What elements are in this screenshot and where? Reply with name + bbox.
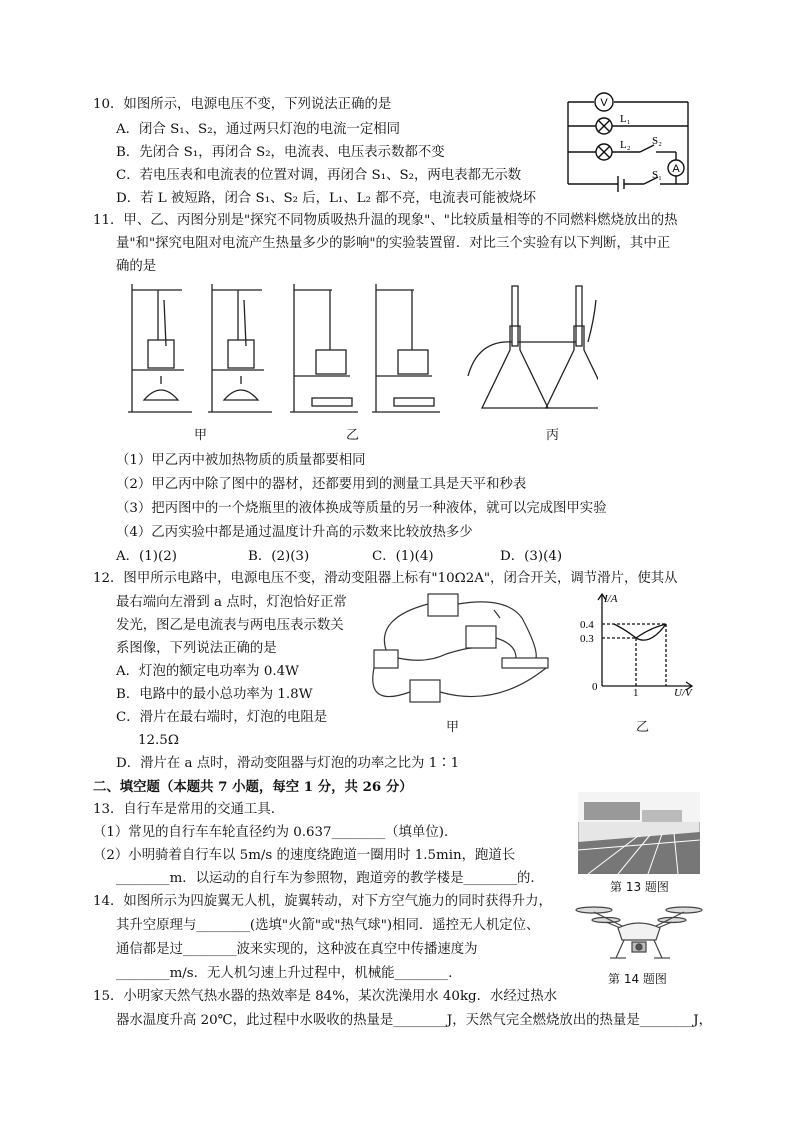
graph-origin: 0	[592, 681, 598, 693]
q11-stem-line-1: 11．甲、乙、丙图分别是"探究不同物质吸热升温的现象"、"比较质量相等的不同燃料燃烧放出的热	[93, 213, 678, 228]
graph-xlabel: U/V	[674, 687, 692, 696]
q10-option-c: C．若电压表和电流表的位置对调，再闭合 S₁、S₂，两电表都无示数	[116, 168, 522, 183]
graph-ylabel: I/A	[604, 593, 618, 605]
q14-line-1: 14．如图所示为四旋翼无人机，旋翼转动，对下方空气施力的同时获得升力，	[93, 894, 552, 909]
q13-part-2: （2）小明骑着自行车以 5m/s 的速度绕跑道一圈用时 1.5min，跑道长	[93, 848, 516, 863]
graph-ytick-04: 0.4	[580, 619, 594, 631]
q15-line-2: 器水温度升高 20℃，此过程中水吸收的热量是________J，天然气完全燃烧放出的热量是________J，	[116, 1013, 713, 1028]
graph-ytick-03: 0.3	[580, 633, 594, 645]
q12-stem-line-4: 系图像，下列说法正确的是	[116, 641, 277, 656]
q11-statement-2: （2）甲乙丙中除了图中的器材，还都要用到的测量工具是天平和秒表	[116, 477, 527, 492]
q11-option-a: A．(1)(2)	[116, 549, 177, 564]
q12-graph-yi	[580, 590, 700, 696]
q10-circuit-diagram	[560, 90, 700, 192]
q15-line-1: 15．小明家天然气热水器的热效率是 84%，某次洗澡用水 40kg．水经过热水	[93, 989, 557, 1004]
q12-circuit-figure-jia	[366, 588, 566, 718]
q11-caption-yi: 乙	[346, 428, 360, 443]
q12-stem-line-1: 12．图甲所示电路中，电源电压不变，滑动变阻器上标有"10Ω2A"，闭合开关，调节滑片，使其从	[93, 571, 678, 586]
q11-statement-1: （1）甲乙丙中被加热物质的质量都要相同	[116, 453, 366, 468]
l1-label: L₁	[620, 113, 631, 125]
q11-option-d: D．(3)(4)	[500, 549, 563, 564]
l2-label: L₂	[620, 139, 631, 151]
q14-line-4: ________m/s．无人机匀速上升过程中，机械能________.	[116, 966, 453, 981]
q12-option-a: A．灯泡的额定电功率为 0.4W	[116, 664, 299, 679]
q13-part-2-cont: ________m．以运动的自行车为参照物，跑道旁的教学楼是________的.	[116, 871, 535, 886]
q10-option-b: B．先闭合 S₁，再闭合 S₂，电流表、电压表示数都不变	[116, 145, 445, 160]
graph-xtick: 1	[633, 687, 639, 696]
q11-option-c: C．(1)(4)	[372, 549, 434, 564]
q12-option-b: B．电路中的最小总功率为 1.8W	[116, 687, 313, 702]
q12-stem-line-3: 发光，图乙是电流表与两电压表示数关	[116, 618, 344, 633]
q13-track-photo	[578, 792, 700, 874]
q12-stem-line-2: 最右端向左滑到 a 点时，灯泡恰好正常	[116, 595, 347, 610]
q12-option-c-cont: 12.5Ω	[138, 733, 179, 748]
q11-caption-bing: 丙	[546, 428, 560, 443]
q14-line-2: 其升空原理与________(选填"火箭"或"热气球")相同．遥控无人机定位、	[116, 918, 540, 933]
q13-stem: 13．自行车是常用的交通工具.	[93, 802, 275, 817]
q10-option-d: D．若 L 被短路，闭合 S₁、S₂ 后，L₁、L₂ 都不亮，电流表可能被烧坏	[116, 191, 536, 206]
q14-figure-caption: 第 14 题图	[608, 972, 667, 986]
ammeter-label: A	[672, 163, 680, 175]
q12-caption-jia: 甲	[446, 720, 460, 735]
q10-option-a: A．闭合 S₁、S₂，通过两只灯泡的电流一定相同	[116, 122, 401, 137]
q14-drone-photo	[572, 900, 706, 966]
s2-label: S₂	[652, 135, 662, 147]
q12-caption-yi: 乙	[636, 720, 650, 735]
q13-part-1: （1）常见的自行车车轮直径约为 0.637________（填单位).	[93, 825, 449, 840]
q11-stem-line-2: 量"和"探究电阻对电流产生热量多少的影响"的实验装置留．对比三个实验有以下判断，其中正	[116, 236, 671, 251]
q12-option-c: C．滑片在最右端时，灯泡的电阻是	[116, 710, 328, 725]
q11-statement-3: （3）把丙图中的一个烧瓶里的液体换成等质量的另一种液体，就可以完成图甲实验	[116, 501, 607, 516]
q11-option-b: B．(2)(3)	[248, 549, 310, 564]
s1-label: S₁	[652, 169, 662, 181]
section-2-title: 二、填空题（本题共 7 小题，每空 1 分，共 26 分）	[93, 779, 413, 795]
q11-statement-4: （4）乙丙实验中都是通过温度计升高的示数来比较放热多少	[116, 525, 473, 540]
q14-line-3: 通信都是过________波来实现的，这种波在真空中传播速度为	[116, 942, 478, 957]
q10-stem: 10．如图所示，电源电压不变，下列说法正确的是	[93, 97, 392, 112]
voltmeter-label: V	[600, 97, 608, 109]
q11-stem-line-3: 确的是	[116, 259, 157, 274]
q11-apparatus-figure	[118, 280, 598, 420]
q11-caption-jia: 甲	[194, 428, 208, 443]
q12-option-d: D．滑片在 a 点时，滑动变阻器与灯泡的功率之比为 1∶1	[116, 756, 460, 771]
q13-figure-caption: 第 13 题图	[610, 880, 669, 894]
